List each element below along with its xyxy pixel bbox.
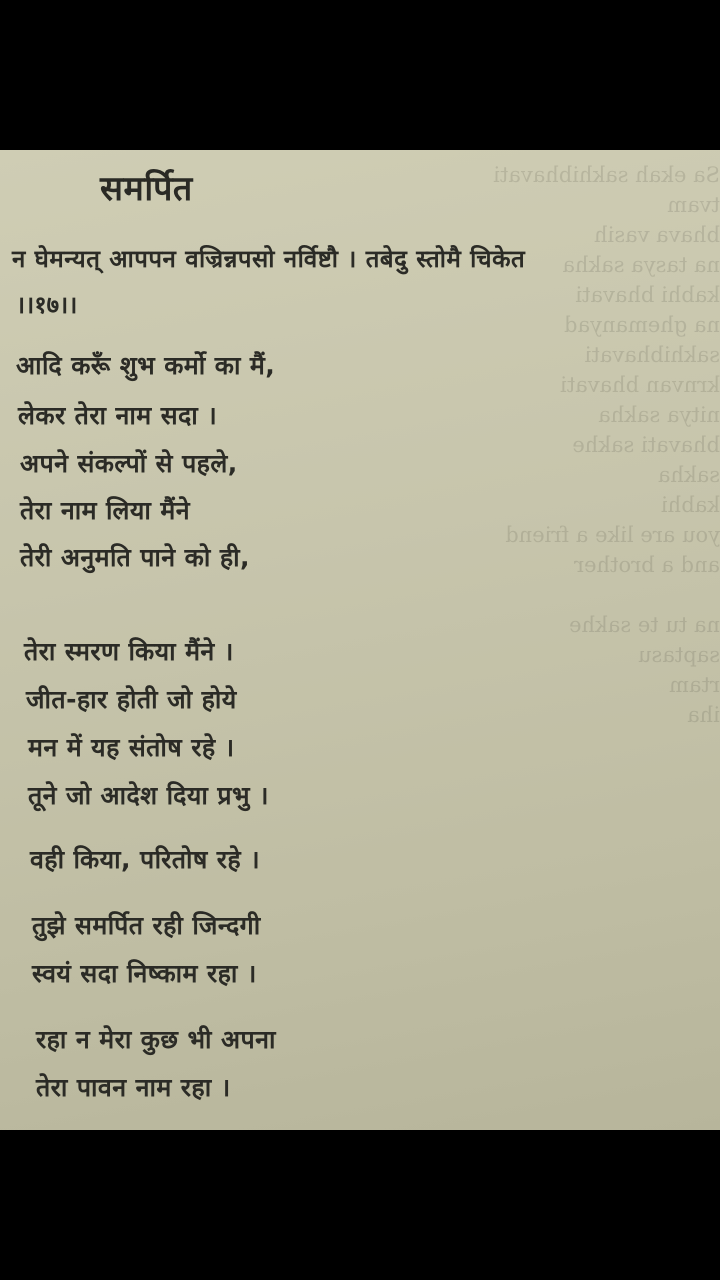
poem-line: तुझे समर्पित रही जिन्दगी (32, 911, 261, 940)
poem-line: तेरा स्मरण किया मैंने । (24, 637, 234, 666)
book-page-photo (0, 150, 720, 1130)
poem-line: मन में यह संतोष रहे । (28, 733, 235, 762)
page-title: समर्पित (100, 169, 193, 209)
poem-line: तेरा नाम लिया मैंने (20, 496, 190, 525)
top-black-bar (0, 0, 720, 150)
bottom-black-bar (0, 1130, 720, 1280)
poem-line: रहा न मेरा कुछ भी अपना (36, 1025, 276, 1054)
poem-line: तेरा पावन नाम रहा । (36, 1073, 231, 1102)
poem-line: तेरी अनुमति पाने को ही, (20, 543, 250, 572)
poem-line: लेकर तेरा नाम सदा । (18, 401, 218, 430)
poem-line: स्वयं सदा निष्काम रहा । (32, 959, 257, 988)
poem-line: वही किया, परितोष रहे । (30, 845, 261, 874)
vedic-verse: न घेमन्यत् आपपन वज्रिन्नपसो नर्विष्टौ । तबेदु स्तोमै चिकेत (12, 245, 526, 273)
poem-line: अपने संकल्पों से पहले, (20, 449, 238, 478)
verse-number: ।।१७।। (16, 291, 78, 319)
poem-line: आदि करूँ शुभ कर्मो का मैं, (16, 351, 276, 380)
poem-line: जीत-हार होती जो होये (26, 685, 237, 714)
show-through-text: Sa ekah sakhibhavati tvam bhava vasih na tasya sakha kabhi bhavati na ghemanyad sakhibhavati krnvan bhavati nitya sakha bhavati sakhe sakha kabhi you are like a friend and a brother na tu te sakhe saptasu rtam iha (493, 163, 720, 727)
poem-line: तूने जो आदेश दिया प्रभु । (28, 781, 269, 810)
